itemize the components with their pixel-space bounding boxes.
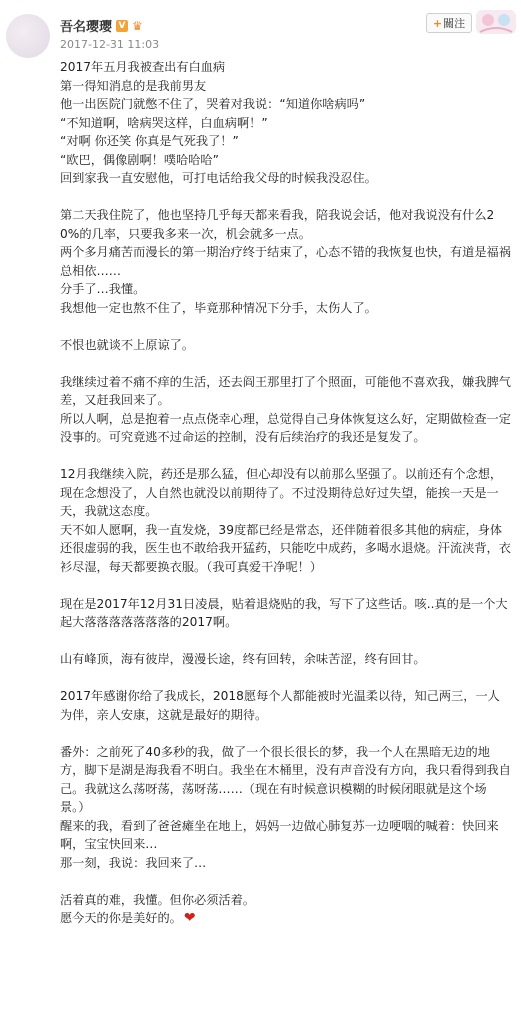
- author-header: [60, 16, 143, 35]
- vip-badge: V: [116, 20, 128, 32]
- cartoon-decoration-icon: [472, 0, 521, 40]
- plus-icon: +: [432, 16, 443, 30]
- crown-icon: ♛: [132, 18, 143, 33]
- follow-label: 關注: [443, 17, 466, 30]
- author-name[interactable]: 吾名璎璎: [60, 20, 113, 35]
- post-timestamp[interactable]: 2017-12-31 11:03: [60, 38, 160, 51]
- post-content: [60, 58, 512, 928]
- post-body-text: 2017年五月我被查出有白血病 第一得知消息的是我前男友 他一出医院门就憋不住了，哭着对我说：“知道你啥病吗” “不知道啊，啥病哭这样，白血病啊！” “对啊 你还笑 你真是气死我了！” “欧巴，偶像剧啊！噗哈哈哈” 回到家我一直安慰他，可打电话给我父母的时候我没忍住。 第二天我住院了，他也坚持几乎每天都来看我，陪我说会话，他对我说没有什么20%的几率，只要我多来一次，机会就多一点。 两个多月痛苦而漫长的第一期治疗终于结束了，心态不错的我恢复也快，有道是福祸总相依…… 分手了…我懂。 我想他一定也熬不住了，毕竟那种情况下分手，太伤人了。 不恨也就谈不上原谅了。 我继续过着不痛不痒的生活，还去阎王那里打了个照面，可能他不喜欢我，嫌我脾气差，又赶我回来了。 所以人啊，总是抱着一点点侥幸心理，总觉得自己身体恢复这么好，定期做检查一定没事的。可究竟逃不过命运的控制，没有后续治疗的我还是复发了。 12月我继续入院，药还是那么猛，但心却没有以前那么坚强了。以前还有个念想，现在念想没了，人自然也就没以前期待了。不过没期待总好过失望，能挨一天是一天，我就这态度。 天不如人愿啊，我一直发烧，39度都已经是常态，还伴随着很多其他的病症，身体还很虚弱的我，医生也不敢给我开猛药，只能吃中成药，多喝水退烧。汗流浃背，衣衫尽湿，每天都要换衣服。（我可真爱干净呢！） 现在是2017年12月31日凌晨，贴着退烧贴的我，写下了这些话。咳..真的是一个大起大落落落落落落落的2017啊。 山有峰顶，海有彼岸，漫漫长途，终有回转，余味苦涩，终有回甘。 2017年感谢你给了我成长，2018愿每个人都能被时光温柔以待，知己两三，一人为伴，亲人安康，这就是最好的期待。 番外：之前死了40多秒的我，做了一个很长很长的梦，我一个人在黑暗无边的地方，脚下是湖是海我看不明白。我坐在木桶里，没有声音没有方向，我只看得到我自己。我就这么荡呀荡，荡呀荡……（现在有时候意识模糊的时候闭眼就是这个场景。） 醒来的我，看到了爸爸瘫坐在地上，妈妈一边做心肺复苏一边哽咽的喊着：快回来啊，宝宝快回来… 那一刻，我说：我回来了… 活着真的难，我懂。但你必须活着。 愿今天的你是美好的。: [60, 60, 511, 925]
- heart-icon: ❤: [183, 910, 196, 926]
- avatar[interactable]: [6, 14, 50, 58]
- follow-button[interactable]: [426, 13, 472, 33]
